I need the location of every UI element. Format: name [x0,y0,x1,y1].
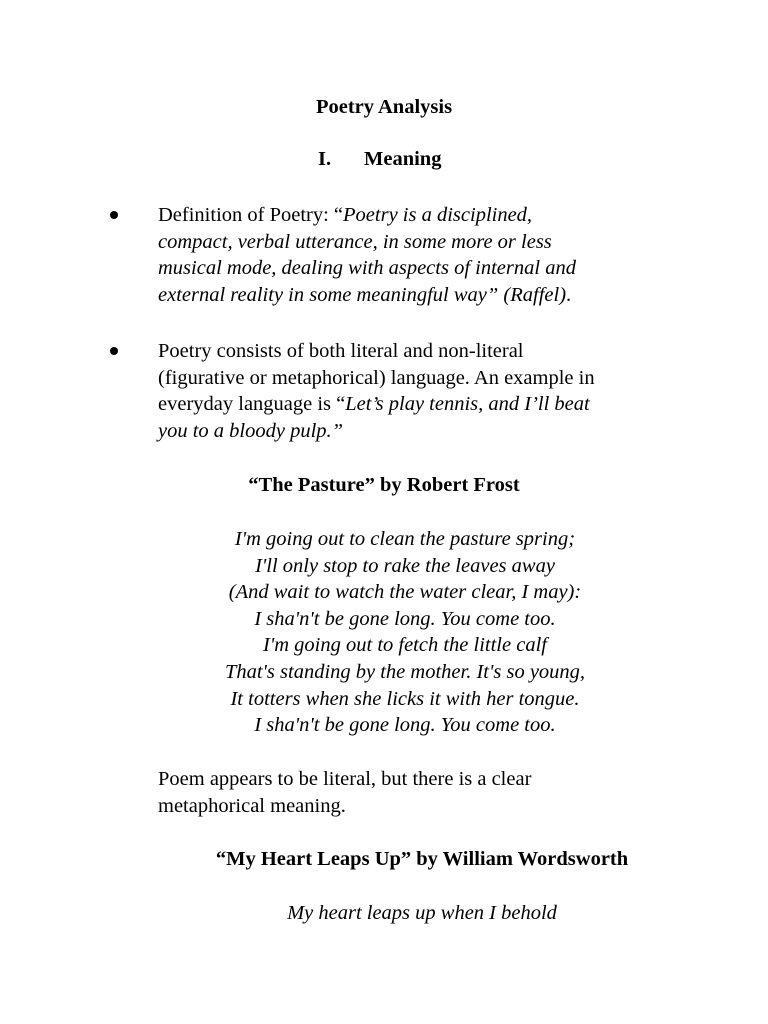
bullet-text [158,338,628,444]
poem-line: I sha'n't be gone long. You come too. [254,607,556,630]
document-title: Poetry Analysis [315,96,453,118]
poem-line: I sha'n't be gone long. You come too. [254,714,556,737]
text-line: Definition of Poetry: “Poetry is a disciplined, [158,204,533,226]
poem-line: That's standing by the mother. It's so young, [224,660,586,683]
bullet-icon [110,211,118,219]
text-line: (figurative or metaphorical) language. An example in [158,366,595,389]
text-line: musical mode, dealing with aspects of internal and [158,257,576,280]
poem-line: I'm going out to fetch the little calf [263,634,547,657]
section-heading [318,146,441,173]
poem-title: “My Heart Leaps Up” by William Wordsworth [215,848,629,870]
text-line: Poem appears to be literal, but there is a clear [158,768,532,790]
poem-line: I'll only stop to rake the leaves away [255,554,555,577]
text-line: you to a bloody pulp.” [158,419,344,442]
poem-line: I'm going out to clean the pasture spring; [234,528,576,550]
text-line: everyday language is “Let’s play tennis, and I’ll beat [158,393,590,416]
section-label: Meaning [364,148,442,170]
poem-body [0,526,768,739]
commentary-paragraph [158,766,531,819]
poem-line: It totters when she licks it with her tongue. [230,687,580,710]
text-line: metaphorical meaning. [158,794,346,817]
bullet-text [158,202,628,308]
bullet-icon [110,347,118,355]
text-line: Poetry consists of both literal and non-literal [158,340,524,362]
section-number: I. [318,148,332,170]
poem-line: (And wait to watch the water clear, I may): [228,581,582,604]
text-line: external reality in some meaningful way” (Raffel). [158,283,572,306]
text-line: compact, verbal utterance, in some more or less [158,230,552,253]
poem-line: My heart leaps up when I behold [287,902,557,924]
poem-title: “The Pasture” by Robert Frost [248,474,520,496]
